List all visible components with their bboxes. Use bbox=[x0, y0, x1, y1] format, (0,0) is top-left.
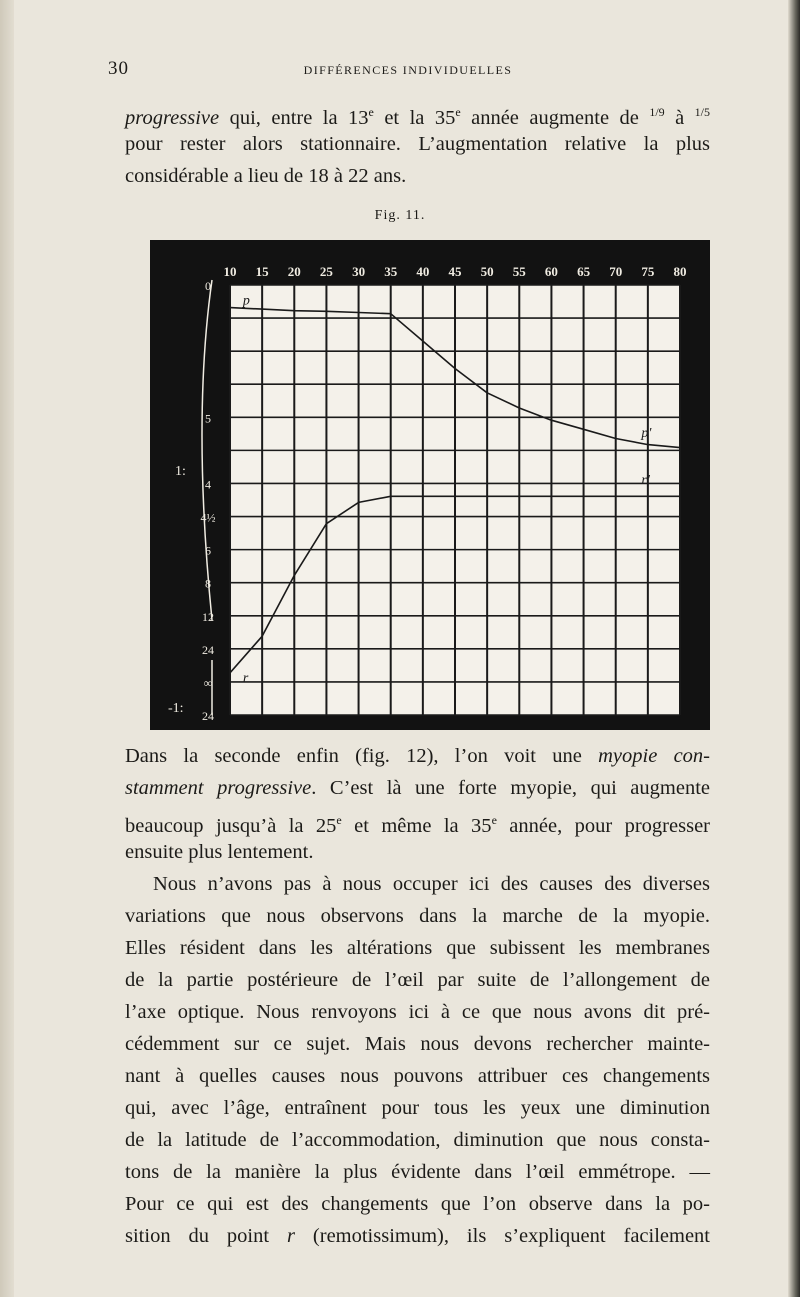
curve-label: r' bbox=[641, 473, 650, 489]
top-tick-label: 40 bbox=[416, 264, 430, 279]
paragraph-3-line: l’axe optique. Nous renvoyons ici à ce que nous avons dit pré- bbox=[125, 1001, 710, 1023]
top-tick-label: 10 bbox=[223, 264, 237, 279]
paragraph-2 bbox=[125, 740, 710, 868]
text: et la 35 bbox=[373, 106, 456, 129]
page-right-edge bbox=[788, 0, 800, 1297]
italic-r: r bbox=[287, 1225, 295, 1247]
top-tick-label: 30 bbox=[352, 264, 366, 279]
top-tick-label: 15 bbox=[255, 264, 269, 279]
paragraph-3-line: tons de la manière la plus évidente dans l’œil emmétrope. — bbox=[125, 1161, 710, 1183]
sup: e bbox=[455, 105, 461, 119]
italic-myopie: myopie con- bbox=[598, 745, 710, 767]
top-tick-label: 80 bbox=[673, 264, 687, 279]
top-tick-label: 35 bbox=[384, 264, 398, 279]
top-tick-label: 45 bbox=[448, 264, 462, 279]
top-tick-label: 25 bbox=[319, 264, 333, 279]
paragraph-3-line: Nous n’avons pas à nous occuper ici des causes des diverses bbox=[153, 873, 710, 895]
italic-progressive: progressive bbox=[125, 106, 220, 129]
text: année augmente de bbox=[460, 106, 650, 129]
text: (remotissimum), ils s’expliquent facilement bbox=[294, 1225, 710, 1247]
paragraph-2-line-1 bbox=[125, 740, 710, 772]
text: beaucoup jusqu’à la 25 bbox=[125, 814, 337, 837]
paragraph-2-line-4: ensuite plus lentement. bbox=[125, 841, 314, 863]
sup: e bbox=[368, 105, 374, 119]
text: sition du point bbox=[125, 1225, 287, 1247]
left-tick-label: 5 bbox=[205, 411, 211, 426]
sup: e bbox=[491, 813, 497, 827]
top-tick-label: 20 bbox=[287, 264, 301, 279]
figure-caption: Fig. 11. bbox=[374, 208, 426, 223]
paragraph-1 bbox=[125, 96, 710, 192]
paragraph-3-line: de la latitude de l’accommodation, diminution que nous consta- bbox=[125, 1129, 710, 1151]
left-tick-label: 0 bbox=[205, 279, 211, 293]
curve-label: p' bbox=[641, 425, 652, 441]
paragraph-3-last-line bbox=[125, 1220, 710, 1252]
paragraph-2-line-2 bbox=[125, 772, 710, 804]
page-header bbox=[108, 58, 708, 84]
paragraph-3-line: nant à quelles causes nous pouvons attribuer ces changements bbox=[125, 1065, 710, 1087]
bracket-label: 1: bbox=[175, 464, 186, 479]
left-tick-label: 24 bbox=[202, 709, 214, 723]
text: . C’est là une forte myopie, qui augmente bbox=[311, 777, 710, 799]
left-tick-label: 12 bbox=[202, 609, 214, 624]
paragraph-3-line: variations que nous observons dans la marche de la myopie. bbox=[125, 905, 710, 927]
myopia-chart bbox=[150, 240, 710, 730]
paragraph-1-line-2: pour rester alors stationnaire. L’augmentation relative la plus bbox=[125, 133, 710, 155]
text: à bbox=[664, 106, 695, 129]
page-left-edge bbox=[0, 0, 14, 1297]
paragraph-2-line-3 bbox=[125, 804, 710, 836]
top-tick-label: 70 bbox=[609, 264, 623, 279]
top-tick-label: 65 bbox=[577, 264, 591, 279]
left-tick-label: 6 bbox=[205, 543, 211, 558]
paragraph-3-line: Elles résident dans les altérations que subissent les membranes bbox=[125, 937, 710, 959]
fraction-1-9: 1/9 bbox=[649, 105, 665, 119]
left-tick-label: 4 bbox=[205, 477, 211, 492]
left-tick-label: ∞ bbox=[203, 675, 213, 690]
text: Dans la seconde enfin (fig. 12), l’on voit une bbox=[125, 745, 599, 767]
top-tick-label: 60 bbox=[544, 264, 558, 279]
paragraph-3 bbox=[125, 868, 710, 1252]
paragraph-1-line-1 bbox=[125, 96, 710, 128]
paragraph-3-line: cédemment sur ce sujet. Mais nous devons rechercher mainte- bbox=[125, 1033, 710, 1055]
paragraph-3-line: Pour ce qui est des changements que l’on observe dans la po- bbox=[125, 1193, 710, 1215]
sup: e bbox=[336, 813, 342, 827]
running-head: DIFFÉRENCES INDIVIDUELLES bbox=[303, 63, 513, 77]
left-tick-label: 24 bbox=[202, 642, 214, 657]
paragraph-1-line-3: considérable a lieu de 18 à 22 ans. bbox=[125, 165, 407, 187]
curve-label: p bbox=[242, 293, 250, 309]
text: qui, entre la 13 bbox=[219, 106, 369, 129]
text: année, pour progresser bbox=[496, 814, 710, 837]
curve-label: r bbox=[242, 670, 249, 686]
page-number: 30 bbox=[108, 58, 129, 79]
bracket-label: -1: bbox=[168, 701, 184, 716]
top-tick-label: 50 bbox=[480, 264, 494, 279]
top-tick-label: 75 bbox=[641, 264, 655, 279]
fraction-1-5: 1/5 bbox=[694, 105, 711, 119]
left-tick-label: 4½ bbox=[200, 510, 216, 525]
left-tick-label: 8 bbox=[205, 576, 211, 591]
figure-11 bbox=[150, 240, 710, 735]
text: et même la 35 bbox=[341, 814, 492, 837]
paragraph-3-line: qui, avec l’âge, entraînent pour tous les yeux une diminution bbox=[125, 1097, 710, 1119]
paragraph-3-line: de la partie postérieure de l’œil par suite de l’allongement de bbox=[125, 969, 710, 991]
italic-progressive: stamment progressive bbox=[125, 777, 312, 799]
top-tick-label: 55 bbox=[512, 264, 526, 279]
